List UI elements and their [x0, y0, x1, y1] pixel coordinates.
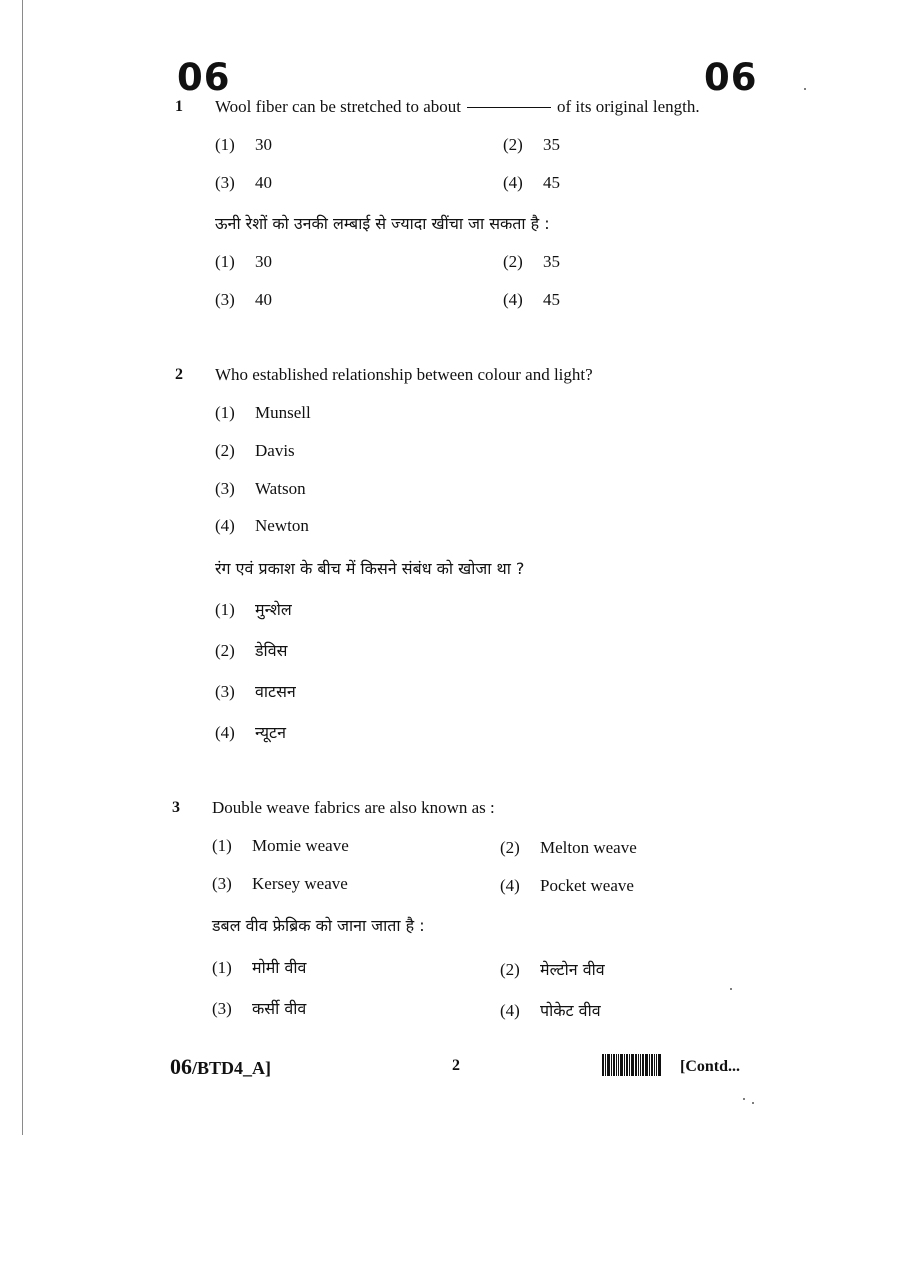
- paper-code-left: 06: [177, 56, 231, 99]
- margin-rule: [22, 0, 23, 1135]
- option: (3) Watson: [215, 479, 306, 498]
- question-text-hindi: ऊनी रेशों को उनकी लम्बाई से ज्यादा खींचा जा सकता है :: [215, 214, 550, 233]
- option: (1) Momie weave: [212, 836, 349, 855]
- paper-code-right: 06: [704, 56, 758, 99]
- question-text-after: of its original length.: [557, 97, 700, 116]
- question-number: 1: [175, 98, 183, 115]
- option-hindi: (4) न्यूटन: [215, 723, 286, 742]
- option: (3) 40: [215, 173, 272, 192]
- scan-speck: [804, 88, 806, 90]
- option-hindi: (2) डेविस: [215, 641, 288, 660]
- question-text-hindi: डबल वीव फ्रेब्रिक को जाना जाता है :: [212, 916, 425, 935]
- option: (4) Pocket weave: [500, 876, 634, 895]
- option-hindi: (3) कर्सी वीव: [212, 999, 307, 1018]
- scan-speck: [730, 988, 732, 990]
- option-hindi: (4) पोकेट वीव: [500, 1001, 601, 1020]
- option: (1) Munsell: [215, 403, 311, 422]
- question-text-before: Wool fiber can be stretched to about: [215, 97, 461, 116]
- option: (4) Newton: [215, 516, 309, 535]
- answer-blank: [467, 107, 551, 108]
- continued-label: [Contd...: [680, 1058, 741, 1075]
- option-hindi: (2) 35: [503, 252, 560, 271]
- option: (2) Melton weave: [500, 838, 637, 857]
- question-number: 2: [175, 366, 183, 383]
- option: (2) Davis: [215, 441, 295, 460]
- barcode: [602, 1054, 662, 1076]
- option: (3) Kersey weave: [212, 874, 348, 893]
- scan-speck: [752, 1102, 754, 1104]
- option-hindi: (3) 40: [215, 290, 272, 309]
- footer-paper-code: 06/BTD4_A]: [170, 1054, 272, 1079]
- question-text: Who established relationship between colour and light?: [215, 365, 593, 384]
- option-hindi: (1) 30: [215, 252, 272, 271]
- page-number: 2: [452, 1057, 460, 1074]
- option: (4) 45: [503, 173, 560, 192]
- scan-speck: [743, 1098, 745, 1100]
- option-hindi: (1) मुन्शेल: [215, 600, 292, 619]
- option-hindi: (2) मेल्टोन वीव: [500, 960, 605, 979]
- question-number: 3: [172, 799, 180, 816]
- question-text: [215, 97, 700, 117]
- option-hindi: (4) 45: [503, 290, 560, 309]
- option: (2) 35: [503, 135, 560, 154]
- option: (1) 30: [215, 135, 272, 154]
- option-hindi: (1) मोमी वीव: [212, 958, 307, 977]
- option-hindi: (3) वाटसन: [215, 682, 296, 701]
- question-text: Double weave fabrics are also known as :: [212, 798, 495, 817]
- question-text-hindi: रंग एवं प्रकाश के बीच में किसने संबंध को खोजा था ?: [215, 559, 525, 578]
